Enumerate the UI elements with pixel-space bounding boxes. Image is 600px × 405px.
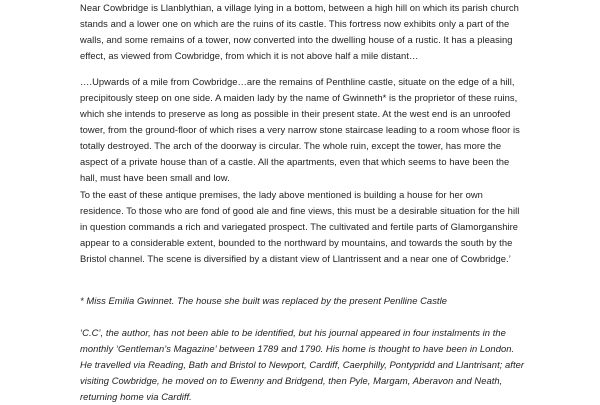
- footnote-gwinnet: * Miss Emilia Gwinnet. The house she built was replaced by the present Penlline Castle: [80, 295, 447, 306]
- body-paragraph-2: ….Upwards of a mile from Cowbridge…are the remains of Penthline castle, situate on the edge of a hill, precipitously steep on one side. A maiden lady by the name of Gwinneth* is the proprietor of these ruins, which she intends to preserve as long as possible in their present state. At the west end is an unroofed tower, from the ground-floor of which rises a very narrow stone staircase leading to a room whose floor is totally destroyed. The arch of the doorway is circular. The whole ruin, except the tower, has more the aspect of a private house than of a castle. All the apartments, even that which seems to have been the hall, must have been small and low.: [80, 76, 520, 183]
- body-paragraph-3: To the east of these antique premises, the lady above mentioned is building a house for her own residence. To those who are fond of good ale and fine views, this must be a desirable situation for the hill in question commands a rich and variegated prospect. The cultivated and fertile parts of Glamorganshire appear to a considerable extent, bounded to the northward by mountains, and towards the south by the Bristol channel. The scene is diversified by a distant view of Llantrissent and a near one of Cowbridge.’: [80, 189, 520, 264]
- footnote-author-note: ‘C.C’, the author, has not been able to be identified, but his journal appeared in four instalments in the monthly ‘Gentleman’s Magazine’ between 1789 and 1790. His home is thought to have been in London. He travelled via Reading, Bath and Bristol to Newport, Cardiff, Caerphilly, Pontypridd and Llantrisant; after visiting Cowbridge, he moved on to Ewenny and Bridgend, then Pyle, Margam, Aberavon and Neath, returning home via Cardiff.: [80, 327, 525, 402]
- body-paragraph-1: Near Cowbridge is Llanblythian, a village lying in a bottom, between a high hill on which its parish church stands and a lower one on which are the ruins of its castle. This fortress now exhibits only a part of the walls, and some remains of a tower, now converted into the dwelling house of a rustic. It has a pleasing effect, as viewed from Cowbridge, from which it is not above half a mile distant…: [80, 2, 519, 61]
